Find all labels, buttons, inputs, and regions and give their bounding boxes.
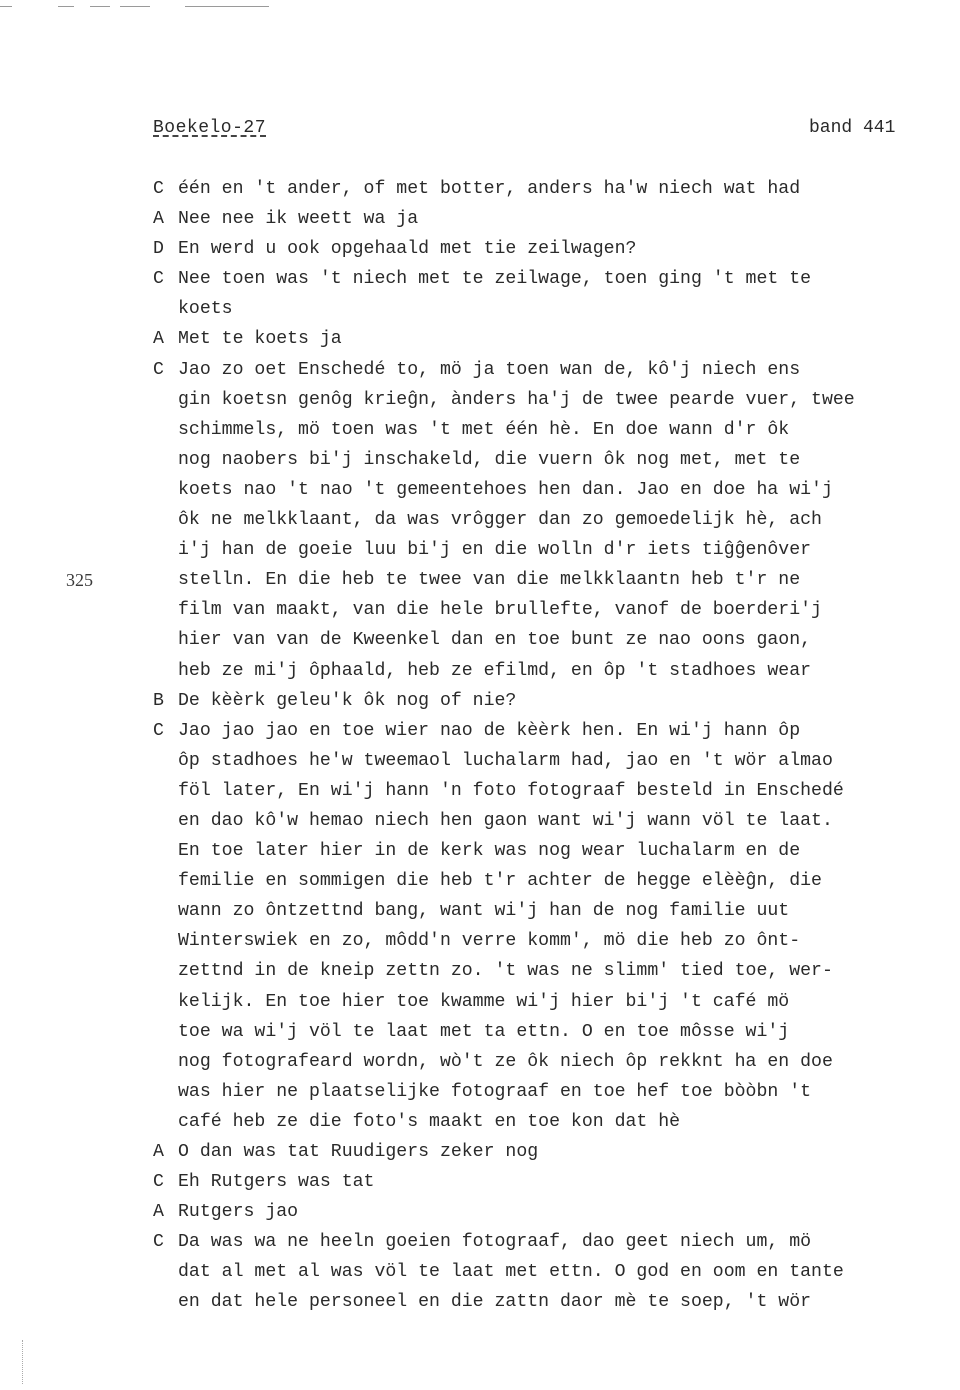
transcript-line — [153, 625, 953, 655]
transcript-line — [153, 1047, 953, 1077]
transcript-line — [153, 595, 953, 625]
transcript-line — [153, 1107, 953, 1137]
speaker-label: C — [153, 269, 164, 290]
line-text: café heb ze die foto's maakt en toe kon dat hè — [178, 1111, 681, 1132]
transcript-line — [153, 656, 953, 686]
speaker-label: A — [153, 329, 164, 350]
line-text: En toe later hier in de kerk was nog wear luchalarm en de — [178, 841, 801, 862]
transcript-line — [153, 1137, 953, 1167]
line-text: ôk ne melkklaant, da was vrôgger dan zo gemoedelijk hè, ach — [178, 510, 822, 531]
transcript-line — [153, 505, 953, 535]
line-text: zettnd in de kneip zettn zo. 't was ne slimm' tied toe, wer- — [178, 961, 833, 982]
line-text: was hier ne plaatselijke fotograaf en toe hef toe bòòbn 't — [178, 1081, 812, 1102]
line-text: Jao zo oet Enschedé to, mö ja toen wan de, kô'j niech ens — [178, 359, 801, 380]
transcript-line — [153, 776, 953, 806]
line-text: De kèèrk geleu'k ôk nog of nie? — [178, 690, 517, 711]
speaker-label: C — [153, 359, 164, 380]
line-text: nog naobers bi'j inschakeld, die vuern ôk nog met, met te — [178, 449, 801, 470]
transcript-line — [153, 806, 953, 836]
scan-artifact — [90, 6, 110, 7]
line-text: koets — [178, 299, 233, 320]
line-text: föl later, En wi'j hann 'n foto fotograaf besteld in Enschedé — [178, 780, 844, 801]
transcript-line — [153, 926, 953, 956]
transcript-line — [153, 836, 953, 866]
speaker-label: C — [153, 1172, 164, 1193]
scan-artifact — [22, 1340, 24, 1384]
band-number: band 441 — [809, 118, 896, 138]
transcript-line — [153, 956, 953, 986]
line-text: dat al met al was völ te laat met ettn. O god en oom en tante — [178, 1262, 844, 1283]
page-title — [153, 118, 266, 138]
line-text: ôp stadhoes he'w tweemaol luchalarm had, jao en 't wör almao — [178, 750, 833, 771]
transcript-line — [153, 324, 953, 354]
scan-artifact — [120, 6, 150, 7]
speaker-label: B — [153, 690, 164, 711]
line-text: kelijk. En toe hier toe kwamme wi'j hier bi'j 't café mö — [178, 991, 790, 1012]
transcript-line — [153, 1197, 953, 1227]
transcript-line — [153, 686, 953, 716]
speaker-label: C — [153, 720, 164, 741]
speaker-label: A — [153, 209, 164, 230]
transcript-line — [153, 264, 953, 294]
line-text: hier van van de Kweenkel dan en toe bunt ze nao oons gaon, — [178, 630, 812, 651]
line-text: Nee nee ik weett wa ja — [178, 209, 419, 230]
line-text: en dat hele personeel en die zattn daor mè te soep, 't wör — [178, 1292, 812, 1313]
speaker-label: A — [153, 1142, 164, 1162]
transcript-line — [153, 866, 953, 896]
line-text: Da was wa ne heeln goeien fotograaf, dao geet niech um, mö — [178, 1232, 812, 1253]
transcript-body — [153, 174, 953, 1318]
transcript-line — [153, 204, 953, 234]
transcript-line — [153, 565, 953, 595]
transcript-line — [153, 896, 953, 926]
transcript-line — [153, 355, 953, 385]
line-text: film van maakt, van die hele brullefte, vanof de boerderi'j — [178, 600, 822, 621]
line-text: gin koetsn genôg krieĝn, ànders ha'j de twee pearde vuer, twee — [178, 389, 855, 410]
transcript-line — [153, 1167, 953, 1197]
transcript-line — [153, 445, 953, 475]
line-text: wann zo ôntzettnd bang, want wi'j han de nog familie uut — [178, 901, 790, 922]
transcript-line — [153, 1257, 953, 1287]
speaker-label: C — [153, 1232, 164, 1253]
scan-artifact — [58, 6, 74, 7]
line-text: Eh Rutgers was tat — [178, 1172, 375, 1193]
line-text: En werd u ook opgehaald met tie zeilwagen? — [178, 239, 637, 260]
transcript-line — [153, 294, 953, 324]
line-text: toe wa wi'j völ te laat met ta ettn. O en toe môsse wi'j — [178, 1021, 790, 1042]
transcript-line — [153, 746, 953, 776]
transcript-line — [153, 174, 953, 204]
transcript-line — [153, 234, 953, 264]
line-text: O dan was tat Ruudigers zeker nog — [178, 1142, 539, 1162]
line-text: en dao kô'w hemao niech hen gaon want wi'j wann völ te laat. — [178, 810, 833, 831]
transcript-line — [153, 385, 953, 415]
line-text: één en 't ander, of met botter, anders ha'w niech wat had — [178, 179, 801, 199]
transcript-line — [153, 1017, 953, 1047]
transcript-line — [153, 535, 953, 565]
speaker-label: A — [153, 1202, 164, 1223]
line-text: Jao jao jao en toe wier nao de kèèrk hen. En wi'j hann ôp — [178, 720, 801, 741]
transcript-line — [153, 1077, 953, 1107]
page-title-text: Boekelo-27 — [153, 118, 267, 138]
line-text: schimmels, mö toen was 't met één hè. En doe wann d'r ôk — [178, 419, 790, 440]
transcript-line — [153, 716, 953, 746]
speaker-label: D — [153, 239, 164, 260]
line-text: Nee toen was 't niech met te zeilwage, toen ging 't met te — [178, 269, 812, 290]
line-text: Winterswiek en zo, môdd'n verre komm', mö die heb zo ônt- — [178, 931, 801, 952]
line-text: i'j han de goeie luu bi'j en die wolln d'r iets tiĝĝenôver — [178, 540, 812, 561]
margin-counter: 325 — [66, 570, 93, 590]
line-text: heb ze mi'j ôphaald, heb ze efilmd, en ôp 't stadhoes wear — [178, 660, 812, 681]
scan-artifact — [185, 6, 269, 7]
line-text: Met te koets ja — [178, 329, 342, 350]
transcript-line — [153, 987, 953, 1017]
scan-artifact — [0, 6, 12, 7]
transcript-line — [153, 1227, 953, 1257]
line-text: stelln. En die heb te twee van die melkklaantn heb t'r ne — [178, 570, 801, 591]
speaker-label: C — [153, 179, 164, 199]
line-text: koets nao 't nao 't gemeentehoes hen dan. Jao en doe ha wi'j — [178, 479, 833, 500]
transcript-line — [153, 415, 953, 445]
transcript-line — [153, 475, 953, 505]
transcript-line — [153, 1287, 953, 1317]
line-text: femilie en sommigen die heb t'r achter de hegge elèèĝn, die — [178, 871, 822, 892]
line-text: nog fotografeard wordn, wò't ze ôk niech ôp rekknt ha en doe — [178, 1051, 833, 1072]
line-text: Rutgers jao — [178, 1202, 299, 1223]
